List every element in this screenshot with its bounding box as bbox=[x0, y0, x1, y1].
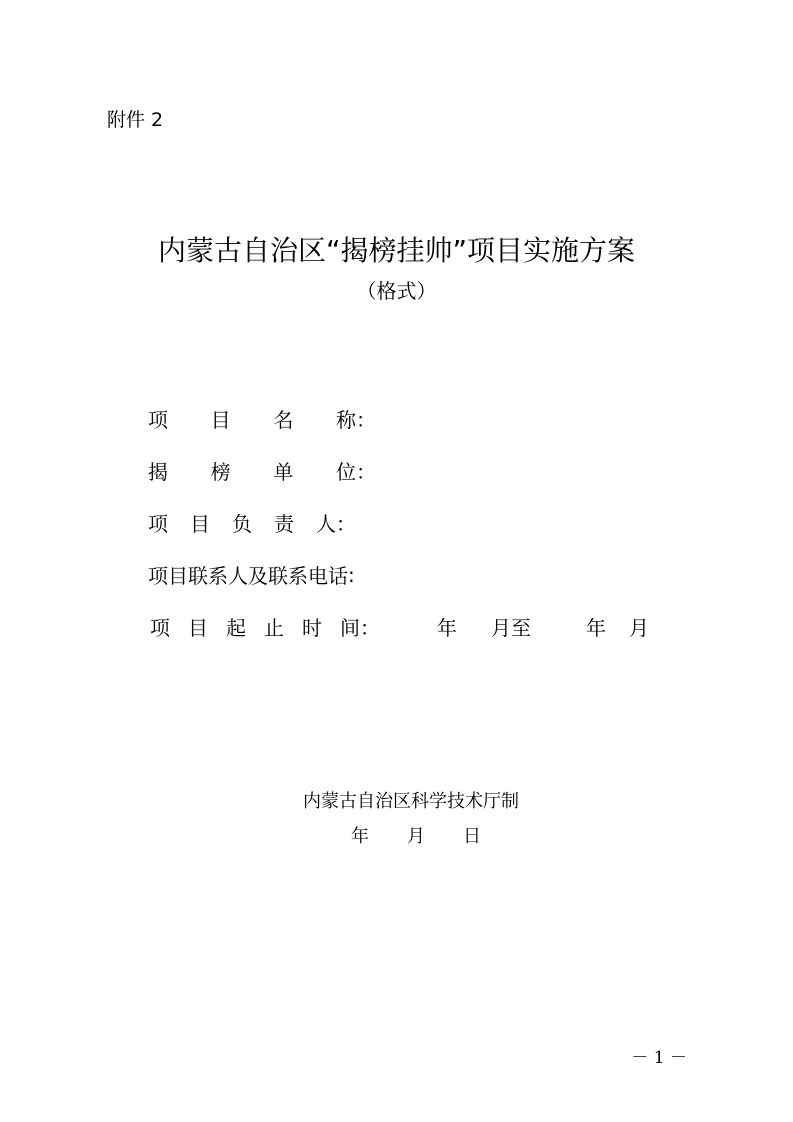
label-colon: ： bbox=[336, 512, 356, 536]
document-subtitle: （格式） bbox=[356, 279, 437, 303]
field-listing-unit-label bbox=[148, 456, 356, 485]
label-char: 位 bbox=[335, 460, 356, 484]
label-colon: ： bbox=[360, 616, 380, 640]
attachment-label: 附件 2 bbox=[107, 109, 164, 131]
label-char: 目 bbox=[210, 408, 231, 432]
label-char: 止 bbox=[264, 616, 284, 640]
field-project-name bbox=[148, 404, 376, 433]
label-colon: ： bbox=[356, 408, 376, 432]
field-project-leader-label bbox=[148, 508, 336, 537]
label-char: 目 bbox=[188, 616, 208, 640]
field-contact bbox=[148, 560, 355, 589]
label-char: 起 bbox=[226, 616, 246, 640]
issue-date-day: 日 bbox=[463, 826, 481, 847]
label-char: 责 bbox=[274, 512, 294, 536]
field-project-name-label bbox=[148, 404, 356, 433]
label-char: 榜 bbox=[210, 460, 231, 484]
period-end-year: 年 bbox=[586, 616, 606, 640]
document-title: 内蒙古自治区“揭榜挂帅”项目实施方案 bbox=[157, 234, 635, 267]
label-char: 名 bbox=[273, 408, 294, 432]
issue-date-month: 月 bbox=[407, 826, 425, 847]
label-char: 负 bbox=[232, 512, 252, 536]
label-char: 目 bbox=[190, 512, 210, 536]
label-char: 间 bbox=[340, 616, 360, 640]
field-project-period bbox=[150, 612, 380, 641]
label-char: 时 bbox=[302, 616, 322, 640]
field-listing-unit bbox=[148, 456, 376, 485]
period-start-year: 年 bbox=[437, 616, 457, 640]
label-char: 称 bbox=[335, 408, 356, 432]
field-project-period-label bbox=[150, 612, 360, 641]
label-char: 揭 bbox=[148, 460, 168, 484]
page-number: － 1 － bbox=[631, 1048, 687, 1068]
period-start-month-to: 月至 bbox=[491, 616, 531, 640]
period-end-month: 月 bbox=[629, 616, 649, 640]
label-char: 人 bbox=[316, 512, 336, 536]
label-char: 项 bbox=[150, 616, 170, 640]
label-char: 单 bbox=[273, 460, 294, 484]
field-project-leader bbox=[148, 508, 356, 537]
field-contact-label: 项目联系人及联系电话 bbox=[148, 564, 348, 588]
label-char: 项 bbox=[148, 408, 168, 432]
label-char: 项 bbox=[148, 512, 168, 536]
label-colon: ： bbox=[356, 460, 376, 484]
issue-date-year: 年 bbox=[351, 826, 369, 847]
issuer: 内蒙古自治区科学技术厅制 bbox=[303, 791, 519, 812]
label-colon: : bbox=[348, 562, 355, 587]
